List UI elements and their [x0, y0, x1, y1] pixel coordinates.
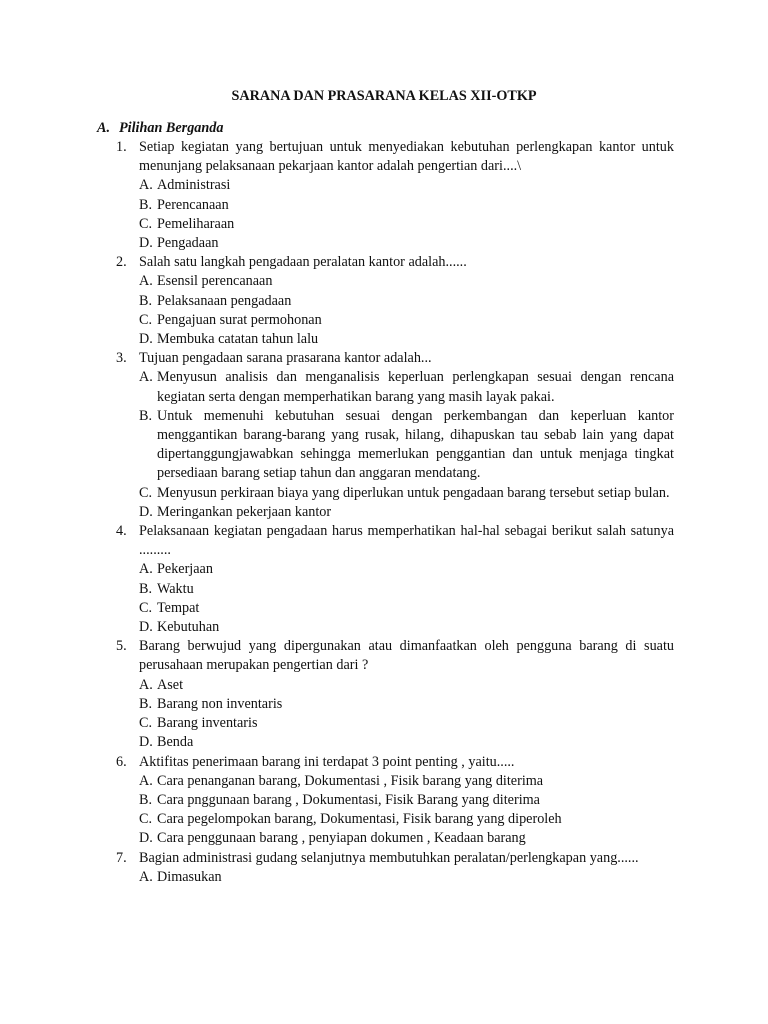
question-item — [116, 753, 674, 849]
answer-option — [139, 311, 674, 330]
option-label: D. — [139, 830, 153, 847]
option-label: D. — [139, 619, 153, 636]
option-label: C. — [139, 599, 153, 616]
option-label: A. — [139, 868, 153, 885]
option-text: Untuk memenuhi kebutuhan sesuai dengan perkembangan dan keperluan kantor menggantikan barang-barang yang rusak, hilang, dihapuskan tau sebab lain yang dapat dipertanggungjawabkan sehingga memerlukan penggantian dan untuk menjaga tingkat persediaan barang setiap tahun dan anggaran mendatang. — [157, 407, 674, 482]
question-item — [116, 522, 674, 637]
section-letter: A. — [97, 120, 111, 136]
option-label: D. — [139, 235, 153, 252]
option-label: B. — [139, 580, 153, 597]
option-text: Pelaksanaan pengadaan — [157, 292, 292, 309]
option-list — [139, 368, 674, 522]
answer-option — [139, 176, 674, 195]
option-text: Benda — [157, 734, 194, 751]
option-text: Perencanaan — [157, 196, 229, 213]
answer-option — [139, 234, 674, 253]
option-text: Menyusun analisis dan menganalisis keperluan perlengkapan sesuai dengan rencana kegiatan serta dengan memperhatikan barang yang masih layak pakai. — [157, 369, 674, 405]
question-number: 7. — [116, 849, 127, 866]
option-label: A. — [139, 369, 153, 386]
answer-option — [139, 272, 674, 291]
answer-option — [139, 714, 674, 733]
option-label: C. — [139, 311, 153, 328]
option-list — [139, 560, 674, 637]
option-label: B. — [139, 407, 153, 424]
option-text: Pengajuan surat permohonan — [157, 311, 322, 328]
answer-option — [139, 676, 674, 695]
option-label: D. — [139, 503, 153, 520]
option-label: B. — [139, 791, 153, 808]
option-label: B. — [139, 695, 153, 712]
option-text: Dimasukan — [157, 868, 222, 885]
question-stem: Tujuan pengadaan sarana prasarana kantor adalah... — [139, 350, 432, 367]
option-label: A. — [139, 273, 153, 290]
question-list — [116, 138, 674, 887]
answer-option — [139, 868, 674, 887]
question-item — [116, 637, 674, 752]
option-text: Barang inventaris — [157, 715, 258, 732]
option-label: A. — [139, 772, 153, 789]
question-number: 4. — [116, 523, 127, 540]
option-text: Meringankan pekerjaan kantor — [157, 503, 332, 520]
question-item — [116, 138, 674, 253]
answer-option — [139, 196, 674, 215]
option-text: Aset — [157, 676, 184, 693]
answer-option — [139, 292, 674, 311]
answer-option — [139, 215, 674, 234]
question-item — [116, 349, 674, 522]
section-title: Pilihan Berganda — [119, 120, 224, 136]
option-label: A. — [139, 561, 153, 578]
option-text: Pengadaan — [157, 235, 219, 252]
option-list — [139, 676, 674, 753]
option-text: Barang non inventaris — [157, 695, 283, 712]
option-text: Cara penggunaan barang , penyiapan dokumen , Keadaan barang — [157, 830, 526, 847]
answer-option — [139, 618, 674, 637]
option-text: Pemeliharaan — [157, 215, 235, 232]
question-number: 3. — [116, 350, 127, 367]
answer-option — [139, 407, 674, 484]
question-item — [116, 849, 674, 887]
option-label: C. — [139, 215, 153, 232]
answer-option — [139, 368, 674, 406]
option-label: A. — [139, 676, 153, 693]
question-stem: Setiap kegiatan yang bertujuan untuk menyediakan kebutuhan perlengkapan kantor untuk menunjang pelaksanaan pekarjaan kantor adalah pengertian dari....\ — [139, 139, 674, 175]
page-title: SARANA DAN PRASARANA KELAS XII-OTKP — [231, 88, 537, 104]
option-text: Cara penanganan barang, Dokumentasi , Fisik barang yang diterima — [157, 772, 544, 789]
section-heading — [97, 119, 223, 138]
question-stem: Aktifitas penerimaan barang ini terdapat 3 point penting , yaitu..... — [139, 753, 515, 770]
option-text: Cara pnggunaan barang , Dokumentasi, Fisik Barang yang diterima — [157, 791, 540, 808]
question-number: 2. — [116, 254, 127, 271]
answer-option — [139, 829, 674, 848]
question-number: 1. — [116, 139, 127, 155]
option-list — [139, 772, 674, 849]
option-list — [139, 176, 674, 253]
answer-option — [139, 503, 674, 522]
option-text: Administrasi — [157, 177, 231, 194]
answer-option — [139, 560, 674, 579]
option-label: B. — [139, 196, 153, 213]
option-text: Membuka catatan tahun lalu — [157, 331, 319, 348]
answer-option — [139, 772, 674, 791]
option-label: A. — [139, 177, 153, 194]
question-item — [116, 253, 674, 349]
answer-option — [139, 810, 674, 829]
question-stem: Bagian administrasi gudang selanjutnya membutuhkan peralatan/perlengkapan yang...... — [139, 849, 639, 866]
question-number: 5. — [116, 638, 127, 655]
answer-option — [139, 695, 674, 714]
answer-option — [139, 599, 674, 618]
option-label: B. — [139, 292, 153, 309]
question-stem: Barang berwujud yang dipergunakan atau dimanfaatkan oleh pengguna barang di suatu perusahaan merupakan pengertian dari ? — [139, 638, 674, 674]
option-label: C. — [139, 484, 153, 501]
answer-option — [139, 733, 674, 752]
option-label: C. — [139, 715, 153, 732]
option-text: Pekerjaan — [157, 561, 213, 578]
option-list — [139, 868, 674, 887]
question-stem: Pelaksanaan kegiatan pengadaan harus memperhatikan hal-hal sebagai berikut salah satunya ......... — [139, 523, 674, 559]
option-list — [139, 272, 674, 349]
option-text: Menyusun perkiraan biaya yang diperlukan untuk pengadaan barang tersebut setiap bulan. — [157, 484, 670, 501]
question-number: 6. — [116, 753, 127, 770]
option-text: Tempat — [157, 599, 200, 616]
option-label: D. — [139, 734, 153, 751]
answer-option — [139, 330, 674, 349]
answer-option — [139, 791, 674, 810]
option-label: C. — [139, 811, 153, 828]
answer-option — [139, 580, 674, 599]
answer-option — [139, 484, 674, 503]
option-text: Esensil perencanaan — [157, 273, 273, 290]
question-stem: Salah satu langkah pengadaan peralatan kantor adalah...... — [139, 254, 467, 271]
option-text: Kebutuhan — [157, 619, 220, 636]
option-label: D. — [139, 331, 153, 348]
option-text: Waktu — [157, 580, 194, 597]
option-text: Cara pegelompokan barang, Dokumentasi, Fisik barang yang diperoleh — [157, 811, 562, 828]
